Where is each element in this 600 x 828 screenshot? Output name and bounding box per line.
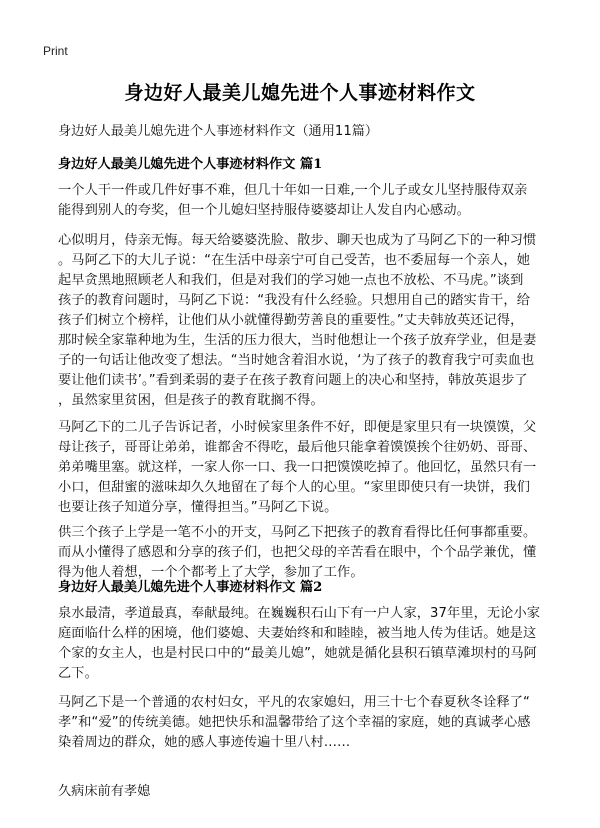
text-line: 孩子们树立个榜样，让他们从小就懂得勤劳善良的重要性。”丈夫韩放英还记得， <box>58 313 524 328</box>
print-label[interactable]: Print <box>43 44 68 58</box>
text-line: 得为他人着想，一个个都考上了大学，参加了工作。 <box>58 565 364 580</box>
paragraph-5 <box>58 604 553 684</box>
tail-heading: 久病床前有孝媳 <box>58 784 151 799</box>
section-heading-1: 身边好人最美儿媳先进个人事迹材料作文 篇1 <box>58 157 323 172</box>
paragraph-6 <box>58 693 553 753</box>
page-title: 身边好人最美儿媳先进个人事迹材料作文 <box>124 82 476 104</box>
text-line: 也要让孩子知道分享，懂得担当。”马阿乙下说。 <box>58 500 338 515</box>
page-subtitle: 身边好人最美儿媳先进个人事迹材料作文（通用11篇） <box>58 124 379 139</box>
text-line: 小口，但甜蜜的滋味却久久地留在了每个人的心里。“家里即使只有一块饼，我们 <box>58 480 530 495</box>
text-line: 泉水最清，孝道最真，奉献最纯。在巍巍积石山下有一户人家，37年里，无论小家 <box>58 606 541 621</box>
text-line: 孩子的教育问题时，马阿乙下说：“我没有什么经验。只想用自己的踏实肯干，给 <box>58 293 530 308</box>
text-line: 心似明月，侍亲无悔。每天给婆婆洗脸、散步、聊天也成为了马阿乙下的一种习惯 <box>58 233 537 248</box>
section-heading-2: 身边好人最美儿媳先进个人事迹材料作文 篇2 <box>58 580 323 595</box>
paragraph-4 <box>58 523 553 583</box>
text-line: 要让他们读书’。”看到柔弱的妻子在孩子教育问题上的决心和坚持，韩放英退步了 <box>58 373 528 388</box>
text-line: 个家的女主人，也是村民口中的“最美儿媳”，她就是循化县积石镇草滩坝村的马阿 <box>58 646 537 661</box>
text-line: 那时候全家靠种地为生，生活的压力很大，当时他想让一个孩子放弃学业，但是妻 <box>58 333 537 348</box>
text-line: 能得到别人的夸奖，但一个儿媳妇坚持服侍婆婆却让人发自内心感动。 <box>58 203 470 218</box>
paragraph-3 <box>58 418 553 518</box>
text-line: 。马阿乙下的大儿子说：“在生活中母亲宁可自己受苦，也不委屈每一个亲人，她 <box>58 253 530 268</box>
text-line: 而从小懂得了感恩和分享的孩子们，也把父母的辛苦看在眼中，个个品学兼优，懂 <box>58 545 537 560</box>
text-line: 庭面临什么样的困境，他们婆媳、夫妻始终和和睦睦，被当地人传为佳话。她是这 <box>58 626 537 641</box>
text-line: 一个人干一件或几件好事不难，但几十年如一日难,一个儿子或女儿坚持服侍双亲 <box>58 183 528 198</box>
text-line: 母让孩子，哥哥让弟弟，谁都舍不得吃，最后他只能拿着馍馍挨个往奶奶、哥哥、 <box>58 440 537 455</box>
paragraph-2 <box>58 231 553 411</box>
text-line: 孝”和“爱”的传统美德。她把快乐和温馨带给了这个幸福的家庭，她的真诚孝心感 <box>58 715 531 730</box>
text-line: 马阿乙下是一个普通的农村妇女，平凡的农家媳妇，用三十七个春夏秋冬诠释了“ <box>58 695 530 710</box>
paragraph-1 <box>58 181 553 221</box>
text-line: 子的一句话让他改变了想法。“当时她含着泪水说，‘为了孩子的教育我宁可卖血也 <box>58 353 535 368</box>
text-line: 起早贪黑地照顾老人和我们，但是对我们的学习她一点也不放松、不马虎。”谈到 <box>58 273 524 288</box>
text-line: 供三个孩子上学是一笔不小的开支，马阿乙下把孩子的教育看得比任何事都重要。 <box>58 525 537 540</box>
text-line: 染着周边的群众，她的感人事迹传遍十里八村…… <box>58 735 351 750</box>
text-line: 马阿乙下的二儿子告诉记者，小时候家里条件不好，即便是家里只有一块馍馍，父 <box>58 420 537 435</box>
text-line: ，虽然家里贫困，但是孩子的教育耽搁不得。 <box>58 393 324 408</box>
text-line: 乙下。 <box>58 666 98 681</box>
text-line: 弟弟嘴里塞。就这样，一家人你一口、我一口把馍馍吃掉了。他回忆，虽然只有一 <box>58 460 537 475</box>
